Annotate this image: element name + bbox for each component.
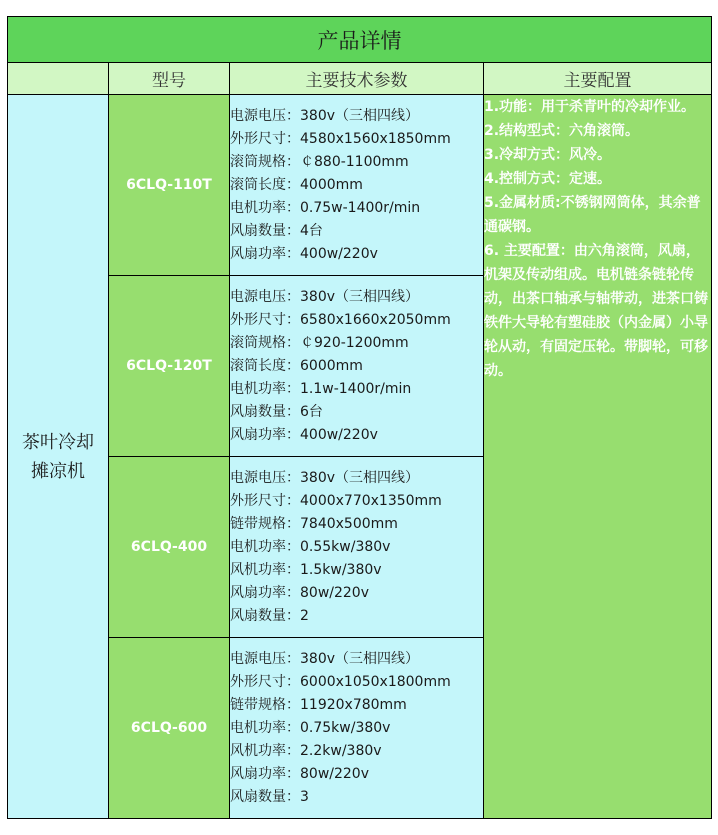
param-line: 风扇功率：400w/220v	[230, 245, 378, 262]
header-row	[8, 63, 712, 95]
param-line: 风机功率：1.5kw/380v	[230, 561, 382, 578]
param-line: 电源电压：380v（三相四线）	[230, 107, 420, 124]
header-config: 主要配置	[484, 63, 712, 95]
param-line: 风扇功率：400w/220v	[230, 426, 378, 443]
header-model: 型号	[109, 63, 230, 95]
model-cell: 6CLQ-600	[109, 638, 230, 819]
param-line: 外形尺寸：4000x770x1350mm	[230, 492, 442, 509]
param-line: 风机功率：2.2kw/380v	[230, 742, 382, 759]
params-cell	[230, 638, 484, 819]
param-line: 电源电压：380v（三相四线）	[230, 469, 420, 486]
title-row	[8, 17, 712, 63]
model-cell: 6CLQ-110T	[109, 95, 230, 276]
param-line: 链带规格：11920x780mm	[230, 696, 407, 713]
product-name	[8, 95, 109, 819]
config-item: 2.结构型式：六角滚筒。	[484, 123, 640, 139]
config-item: 5.金属材质:不锈钢网筒体，其余普通碳钢。	[484, 195, 701, 235]
param-line: 电源电压：380v（三相四线）	[230, 650, 420, 667]
config-item: 6. 主要配置：由六角滚筒，风扇，机架及传动组成。电机链条链轮传动，出茶口轴承与轴带动，进茶口铸铁件大导轮有塑硅胶（内金属）小导轮从动，有固定压轮。带脚轮，可移动。	[484, 243, 708, 379]
config-item: 4.控制方式：定速。	[484, 171, 612, 187]
model-cell: 6CLQ-120T	[109, 276, 230, 457]
config-item: 3.冷却方式：风冷。	[484, 147, 612, 163]
param-line: 滚筒规格：￠880-1100mm	[230, 153, 409, 170]
param-line: 滚筒长度：6000mm	[230, 357, 363, 374]
config-cell	[484, 95, 712, 819]
param-line: 外形尺寸：6580x1660x2050mm	[230, 311, 451, 328]
table-title: 产品详情	[8, 17, 712, 63]
model-cell: 6CLQ-400	[109, 457, 230, 638]
param-line: 链带规格：7840x500mm	[230, 515, 398, 532]
param-line: 电机功率：0.55kw/380v	[230, 538, 391, 555]
param-line: 电机功率：0.75kw/380v	[230, 719, 391, 736]
param-line: 风扇数量：3	[230, 788, 309, 805]
param-line: 风扇数量：2	[230, 607, 309, 624]
param-line: 风扇功率：80w/220v	[230, 584, 369, 601]
params-cell	[230, 276, 484, 457]
table-row	[8, 95, 712, 276]
product-detail-table	[7, 16, 712, 819]
param-line: 滚筒规格：￠920-1200mm	[230, 334, 409, 351]
param-line: 外形尺寸：4580x1560x1850mm	[230, 130, 451, 147]
param-line: 风扇数量：6台	[230, 403, 323, 420]
param-line: 滚筒长度：4000mm	[230, 176, 363, 193]
param-line: 外形尺寸：6000x1050x1800mm	[230, 673, 451, 690]
config-item: 1.功能：用于杀青叶的冷却作业。	[484, 99, 696, 115]
product-name-text: 茶叶冷却摊凉机	[22, 431, 94, 482]
header-params: 主要技术参数	[230, 63, 484, 95]
header-blank	[8, 63, 109, 95]
param-line: 电机功率：0.75w-1400r/min	[230, 199, 421, 216]
param-line: 电源电压：380v（三相四线）	[230, 288, 420, 305]
param-line: 电机功率：1.1w-1400r/min	[230, 380, 412, 397]
params-cell	[230, 457, 484, 638]
param-line: 风扇功率：80w/220v	[230, 765, 369, 782]
params-cell	[230, 95, 484, 276]
param-line: 风扇数量：4台	[230, 222, 323, 239]
